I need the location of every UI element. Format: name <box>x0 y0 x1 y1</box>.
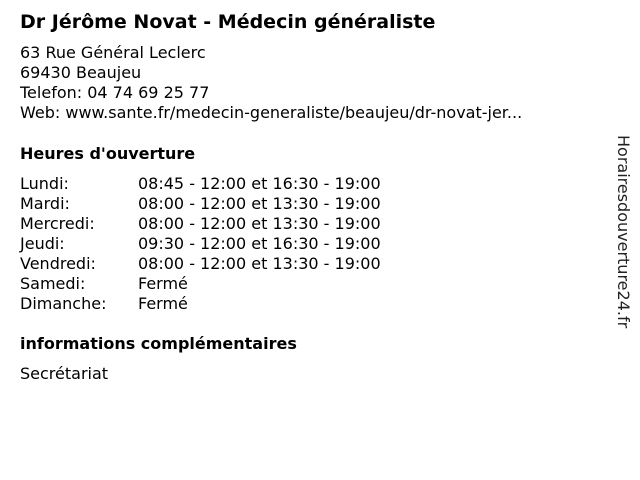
hours-day: Mardi: <box>20 194 70 213</box>
hours-day: Vendredi: <box>20 254 96 273</box>
hours-heading: Heures d'ouverture <box>20 144 196 163</box>
hours-time: 08:00 - 12:00 et 13:30 - 19:00 <box>138 194 381 213</box>
watermark-text: Horairesdouverture24.fr <box>614 135 633 329</box>
address-phone[interactable]: Telefon: 04 74 69 25 77 <box>20 83 210 102</box>
hours-time: 08:45 - 12:00 et 16:30 - 19:00 <box>138 174 381 193</box>
hours-day: Mercredi: <box>20 214 95 233</box>
hours-row-lundi <box>20 174 440 194</box>
hours-time: 09:30 - 12:00 et 16:30 - 19:00 <box>138 234 381 253</box>
hours-time: 08:00 - 12:00 et 13:30 - 19:00 <box>138 214 381 233</box>
hours-day: Dimanche: <box>20 294 107 313</box>
address-street: 63 Rue Général Leclerc <box>20 43 206 62</box>
address-block <box>20 43 522 123</box>
hours-day: Jeudi: <box>20 234 65 253</box>
watermark-container <box>611 135 635 371</box>
address-web[interactable]: Web: www.sante.fr/medecin-generaliste/beaujeu/dr-novat-jer... <box>20 103 523 122</box>
info-heading: informations complémentaires <box>20 334 297 353</box>
hours-day: Samedi: <box>20 274 86 293</box>
hours-table <box>20 174 440 314</box>
hours-row-mercredi <box>20 214 440 234</box>
hours-row-dimanche <box>20 294 440 314</box>
address-city: 69430 Beaujeu <box>20 63 142 82</box>
hours-time: 08:00 - 12:00 et 13:30 - 19:00 <box>138 254 381 273</box>
hours-time: Fermé <box>138 294 188 313</box>
hours-row-vendredi <box>20 254 440 274</box>
info-text: Secrétariat <box>20 364 109 383</box>
hours-row-mardi <box>20 194 440 214</box>
hours-day: Lundi: <box>20 174 69 193</box>
hours-row-jeudi <box>20 234 440 254</box>
hours-time: Fermé <box>138 274 188 293</box>
hours-row-samedi <box>20 274 440 294</box>
page-title: Dr Jérôme Novat - Médecin généraliste <box>20 11 436 33</box>
